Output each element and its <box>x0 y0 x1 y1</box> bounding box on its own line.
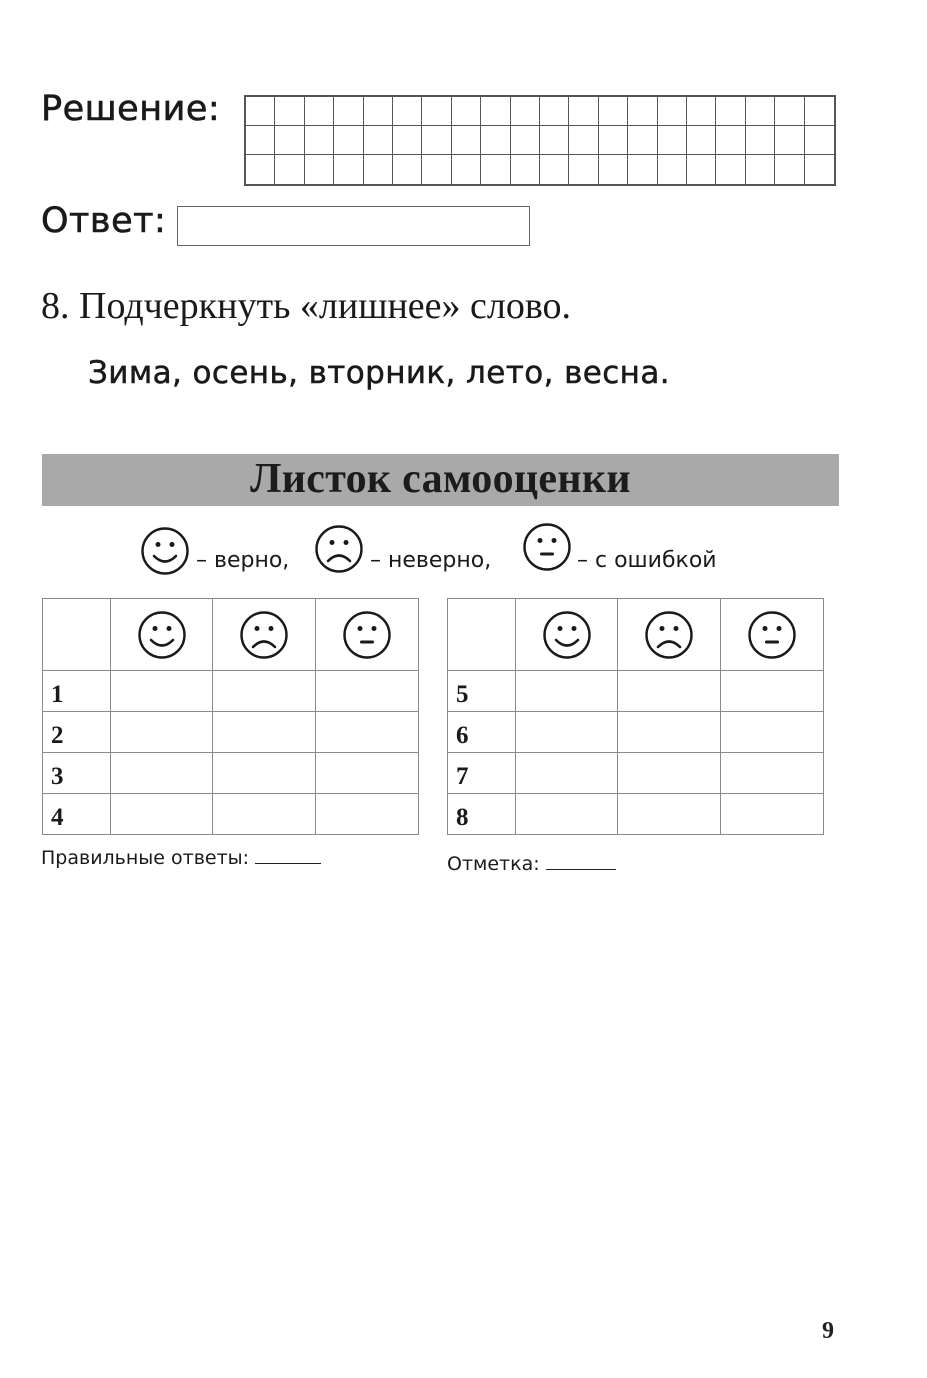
table-row <box>448 712 824 753</box>
mark-cell[interactable] <box>213 671 316 712</box>
header-cell-incorrect <box>213 599 316 671</box>
mark-cell[interactable] <box>721 753 824 794</box>
mark-cell[interactable] <box>721 712 824 753</box>
header-empty-cell <box>448 599 516 671</box>
grid-cell[interactable] <box>569 155 598 184</box>
mark-cell[interactable] <box>111 794 213 835</box>
self-assessment-title: Листок самооценки <box>250 456 631 502</box>
mark-cell[interactable] <box>213 753 316 794</box>
mark-cell[interactable] <box>316 794 419 835</box>
grid-cell[interactable] <box>746 97 775 126</box>
mark-cell[interactable] <box>516 794 618 835</box>
grid-cell[interactable] <box>775 155 804 184</box>
header-cell-incorrect <box>618 599 721 671</box>
grid-cell[interactable] <box>599 97 628 126</box>
smiley-happy-icon <box>542 610 592 660</box>
header-cell-with-error <box>316 599 419 671</box>
solution-label: Решение: <box>41 89 221 129</box>
mark-cell[interactable] <box>316 753 419 794</box>
grid-cell[interactable] <box>628 155 657 184</box>
mark-cell[interactable] <box>316 712 419 753</box>
mark-cell[interactable] <box>213 794 316 835</box>
smiley-neutral-icon <box>747 610 797 660</box>
grid-cell[interactable] <box>775 97 804 126</box>
grid-cell[interactable] <box>658 126 687 155</box>
grid-cell[interactable] <box>746 126 775 155</box>
grid-cell[interactable] <box>687 126 716 155</box>
grid-cell[interactable] <box>422 155 451 184</box>
legend-text-incorrect: – неверно, <box>370 548 492 573</box>
grid-cell[interactable] <box>805 97 834 126</box>
mark-cell[interactable] <box>721 794 824 835</box>
grid-cell[interactable] <box>511 155 540 184</box>
mark-cell[interactable] <box>721 671 824 712</box>
grid-cell[interactable] <box>716 126 745 155</box>
grid-cell[interactable] <box>275 155 304 184</box>
smiley-happy-icon <box>140 526 190 576</box>
legend-text-correct: – верно, <box>196 548 290 573</box>
table-row <box>448 794 824 835</box>
row-number: 7 <box>448 753 516 794</box>
mark-cell[interactable] <box>516 712 618 753</box>
grid-cell[interactable] <box>540 126 569 155</box>
header-empty-cell <box>43 599 111 671</box>
self-assessment-banner <box>42 454 839 506</box>
mark-row <box>447 853 616 875</box>
grid-cell[interactable] <box>569 126 598 155</box>
header-cell-correct <box>516 599 618 671</box>
row-number: 8 <box>448 794 516 835</box>
grid-cell[interactable] <box>511 97 540 126</box>
rating-table-right <box>447 598 824 835</box>
correct-answers-row <box>41 847 321 869</box>
answer-label: Ответ: <box>41 201 167 241</box>
grid-cell[interactable] <box>805 126 834 155</box>
task-title: 8. Подчеркнуть «лишнее» слово. <box>41 285 572 327</box>
correct-answers-label: Правильные ответы: <box>41 847 250 869</box>
grid-cell[interactable] <box>334 126 363 155</box>
task-words[interactable]: Зима, осень, вторник, лето, весна. <box>88 355 670 391</box>
row-number: 5 <box>448 671 516 712</box>
grid-cell[interactable] <box>716 155 745 184</box>
row-number: 2 <box>43 712 111 753</box>
mark-cell[interactable] <box>516 671 618 712</box>
grid-cell[interactable] <box>569 97 598 126</box>
table-header-row <box>448 599 824 671</box>
grid-cell[interactable] <box>511 126 540 155</box>
row-number: 4 <box>43 794 111 835</box>
grid-cell[interactable] <box>599 155 628 184</box>
smiley-sad-icon <box>314 524 364 574</box>
grid-cell[interactable] <box>658 155 687 184</box>
grid-cell[interactable] <box>540 97 569 126</box>
grid-cell[interactable] <box>422 97 451 126</box>
mark-cell[interactable] <box>618 671 721 712</box>
grid-cell[interactable] <box>305 155 334 184</box>
row-number: 6 <box>448 712 516 753</box>
grid-cell[interactable] <box>775 126 804 155</box>
mark-cell[interactable] <box>316 671 419 712</box>
header-cell-with-error <box>721 599 824 671</box>
grid-cell[interactable] <box>305 126 334 155</box>
header-cell-correct <box>111 599 213 671</box>
grid-cell[interactable] <box>393 97 422 126</box>
smiley-sad-icon <box>644 610 694 660</box>
mark-cell[interactable] <box>111 671 213 712</box>
table-row <box>43 794 419 835</box>
solution-grid[interactable] <box>244 95 836 186</box>
answer-field[interactable] <box>177 206 530 246</box>
grid-cell[interactable] <box>481 155 510 184</box>
smiley-sad-icon <box>239 610 289 660</box>
mark-cell[interactable] <box>111 712 213 753</box>
grid-cell[interactable] <box>246 126 275 155</box>
grid-cell[interactable] <box>422 126 451 155</box>
grid-cell[interactable] <box>805 155 834 184</box>
table-row <box>43 712 419 753</box>
mark-cell[interactable] <box>516 753 618 794</box>
correct-answers-field[interactable] <box>255 863 321 864</box>
smiley-happy-icon <box>137 610 187 660</box>
smiley-neutral-icon <box>342 610 392 660</box>
grid-cell[interactable] <box>687 155 716 184</box>
grid-cell[interactable] <box>716 97 745 126</box>
grid-cell[interactable] <box>658 97 687 126</box>
grid-cell[interactable] <box>364 97 393 126</box>
legend-neutral <box>522 522 572 572</box>
grid-cell[interactable] <box>393 155 422 184</box>
grid-cell[interactable] <box>334 155 363 184</box>
grid-cell[interactable] <box>452 126 481 155</box>
grid-cell[interactable] <box>687 97 716 126</box>
row-number: 1 <box>43 671 111 712</box>
legend-sad <box>314 524 364 574</box>
smiley-neutral-icon <box>522 522 572 572</box>
mark-field[interactable] <box>546 869 616 870</box>
grid-cell[interactable] <box>746 155 775 184</box>
table-row <box>43 753 419 794</box>
legend-happy <box>140 526 190 576</box>
grid-cell[interactable] <box>305 97 334 126</box>
grid-cell[interactable] <box>628 97 657 126</box>
grid-cell[interactable] <box>246 155 275 184</box>
grid-cell[interactable] <box>540 155 569 184</box>
rating-table-left <box>42 598 419 835</box>
grid-cell[interactable] <box>275 126 304 155</box>
row-number: 3 <box>43 753 111 794</box>
grid-cell[interactable] <box>275 97 304 126</box>
grid-cell[interactable] <box>334 97 363 126</box>
grid-cell[interactable] <box>599 126 628 155</box>
grid-cell[interactable] <box>452 97 481 126</box>
table-row <box>448 753 824 794</box>
mark-cell[interactable] <box>618 753 721 794</box>
grid-cell[interactable] <box>628 126 657 155</box>
table-header-row <box>43 599 419 671</box>
table-row <box>448 671 824 712</box>
mark-cell[interactable] <box>111 753 213 794</box>
legend-text-with-error: – с ошибкой <box>577 548 717 573</box>
grid-cell[interactable] <box>481 126 510 155</box>
grid-cell[interactable] <box>481 97 510 126</box>
grid-cell[interactable] <box>452 155 481 184</box>
grid-cell[interactable] <box>393 126 422 155</box>
mark-label: Отметка: <box>447 853 540 875</box>
grid-cell[interactable] <box>364 126 393 155</box>
mark-cell[interactable] <box>618 712 721 753</box>
page-number: 9 <box>822 1318 834 1344</box>
grid-cell[interactable] <box>364 155 393 184</box>
mark-cell[interactable] <box>618 794 721 835</box>
grid-cell[interactable] <box>246 97 275 126</box>
table-row <box>43 671 419 712</box>
mark-cell[interactable] <box>213 712 316 753</box>
